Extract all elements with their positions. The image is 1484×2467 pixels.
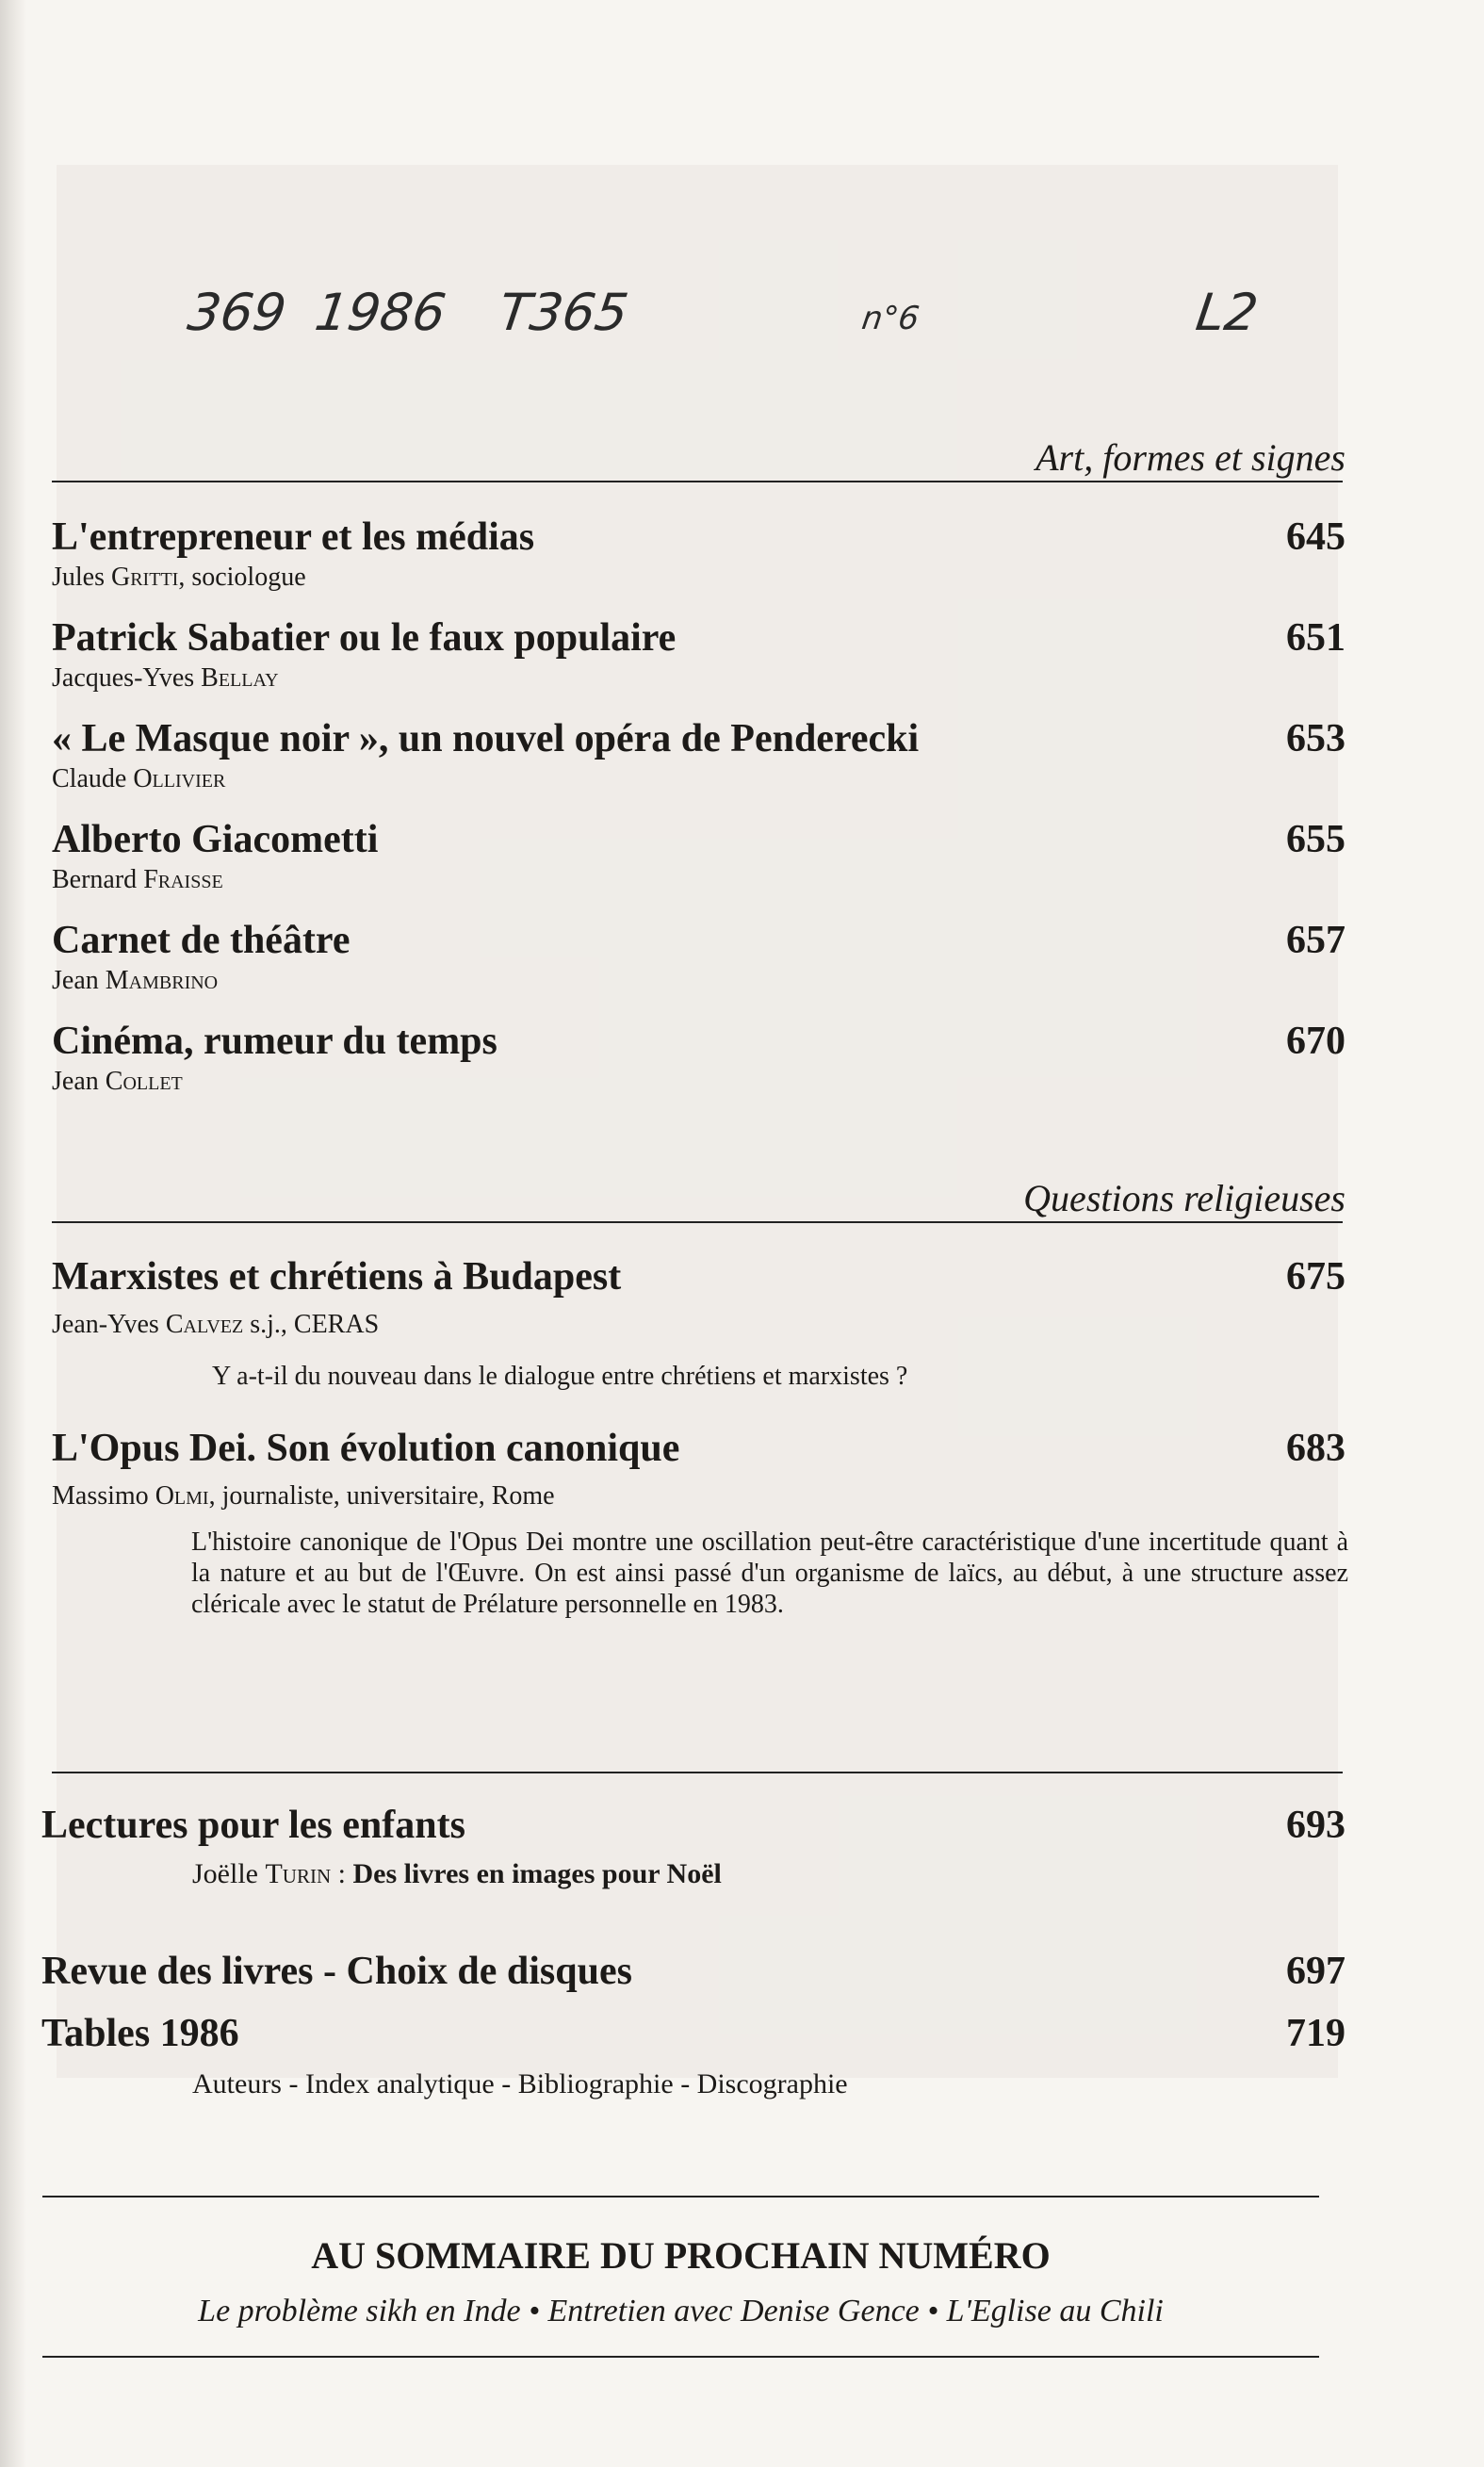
- toc-entry-lectures[interactable]: [41, 1802, 1345, 1890]
- section-heading-religion: Questions religieuses: [1023, 1177, 1345, 1219]
- handwritten-note-4: n°6: [859, 300, 921, 337]
- entry-title: Tables 1986: [41, 2012, 239, 2055]
- entry-title: Cinéma, rumeur du temps: [52, 1020, 497, 1063]
- entry-title: Alberto Giacometti: [52, 818, 379, 861]
- toc-entry-revue[interactable]: [41, 1948, 1345, 1995]
- entry-author: Jean-Yves Calvez s.j., CERAS: [52, 1310, 380, 1339]
- toc-entry[interactable]: [52, 1018, 1345, 1097]
- next-issue-items: Le problème sikh en Inde • Entretien avec Denise Gence • L'Eglise au Chili: [198, 2294, 1164, 2328]
- entry-author: Massimo Olmi, journaliste, universitaire, Rome: [52, 1481, 555, 1511]
- entry-title: L'Opus Dei. Son évolution canonique: [52, 1427, 680, 1470]
- entry-title: « Le Masque noir », un nouvel opéra de Penderecki: [52, 717, 920, 760]
- entry-page: 655: [1286, 818, 1345, 861]
- entry-abstract: L'histoire canonique de l'Opus Dei montre une oscillation peut-être caractéristique d'une incertitude quant à la nature et au but de l'Œuvre. On est ainsi passé d'un organisme de laïcs, au début, à une structure assez cléricale avec le statut de Prélature personnelle en 1983.: [191, 1528, 1348, 1619]
- page-edge-shadow: [0, 0, 26, 2467]
- entry-page: 719: [1286, 2012, 1345, 2055]
- toc-entry[interactable]: [52, 1425, 1348, 1620]
- entry-page: 653: [1286, 717, 1345, 760]
- next-issue-heading: AU SOMMAIRE DU PROCHAIN NUMÉRO: [311, 2234, 1051, 2277]
- entry-abstract: Y a-t-il du nouveau dans le dialogue entre chrétiens et marxistes ?: [212, 1362, 908, 1391]
- entry-author: Bernard Fraisse: [52, 865, 223, 894]
- toc-entry[interactable]: [52, 1253, 1345, 1392]
- entry-page: 683: [1286, 1427, 1345, 1470]
- handwritten-note-5: L2: [1192, 283, 1262, 342]
- handwritten-note-3: T365: [495, 283, 632, 342]
- entry-author: Claude Ollivier: [52, 764, 226, 793]
- entry-subtitle: Auteurs - Index analytique - Bibliographie - Discographie: [192, 2068, 848, 2099]
- footer-rule-bottom: [42, 2356, 1319, 2358]
- entry-author: Jules Gritti, sociologue: [52, 563, 306, 592]
- entry-page: 693: [1286, 1804, 1345, 1847]
- toc-entry[interactable]: [52, 816, 1345, 895]
- entry-title: Carnet de théâtre: [52, 919, 351, 962]
- entry-title: Marxistes et chrétiens à Budapest: [52, 1255, 622, 1299]
- entry-title: Lectures pour les enfants: [41, 1804, 465, 1847]
- toc-entry[interactable]: [52, 917, 1345, 996]
- entry-page: 645: [1286, 515, 1345, 559]
- toc-entry[interactable]: [52, 715, 1345, 794]
- entry-author: Jean Mambrino: [52, 966, 219, 995]
- footer-rule-top: [42, 2196, 1319, 2197]
- entry-author: Jean Collet: [52, 1067, 183, 1096]
- entry-page: 657: [1286, 919, 1345, 962]
- entry-title: L'entrepreneur et les médias: [52, 515, 535, 559]
- toc-entry[interactable]: [52, 614, 1345, 694]
- handwritten-note-1: 369: [184, 283, 290, 342]
- section-heading-art: Art, formes et signes: [1036, 436, 1345, 479]
- entry-author: Jacques-Yves Bellay: [52, 663, 279, 693]
- entry-page: 697: [1286, 1950, 1345, 1993]
- entry-subtitle: Joëlle Turin : Des livres en images pour Noël: [192, 1858, 722, 1889]
- toc-entry-tables[interactable]: [41, 2010, 1345, 2100]
- section-rule: [52, 1772, 1343, 1773]
- section-rule: [52, 1221, 1343, 1223]
- entry-page: 651: [1286, 616, 1345, 660]
- entry-title: Patrick Sabatier ou le faux populaire: [52, 616, 677, 660]
- entry-page: 675: [1286, 1255, 1345, 1299]
- entry-page: 670: [1286, 1020, 1345, 1063]
- handwritten-note-2: 1986: [311, 283, 449, 342]
- section-rule: [52, 481, 1343, 482]
- entry-title: Revue des livres - Choix de disques: [41, 1950, 632, 1993]
- toc-entry[interactable]: [52, 514, 1345, 593]
